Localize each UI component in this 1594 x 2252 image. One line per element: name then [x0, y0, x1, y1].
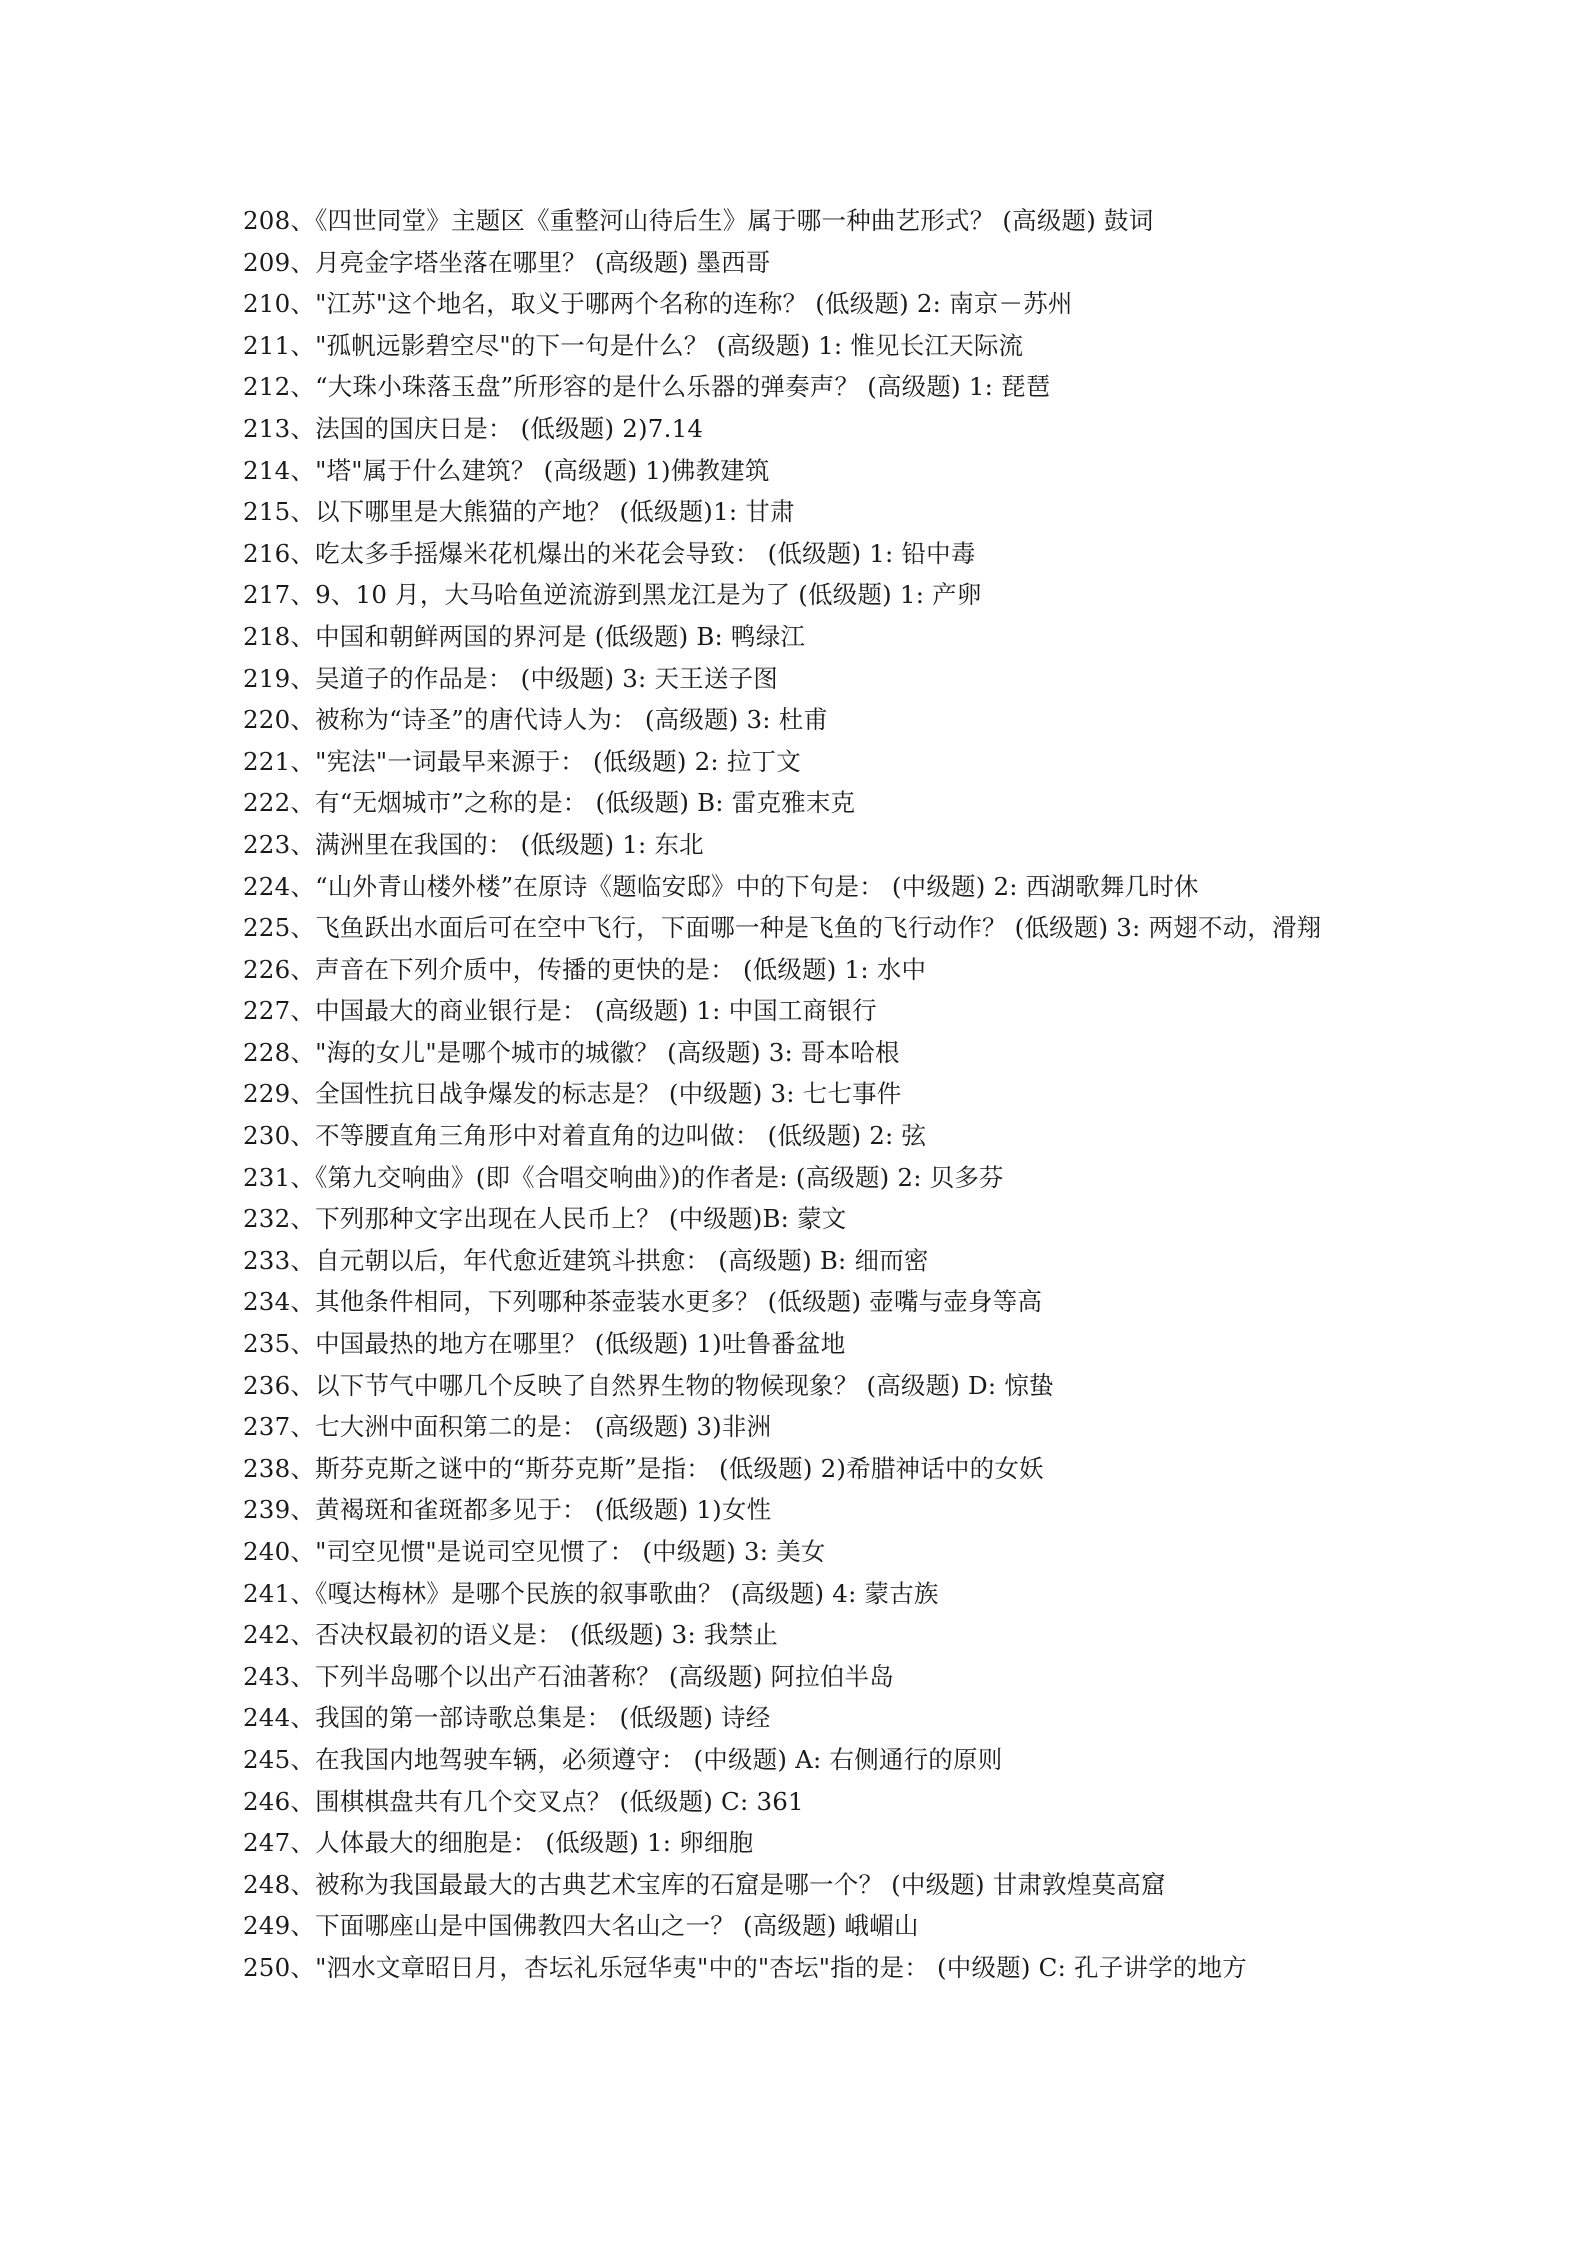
question-line: 220、被称为“诗圣”的唐代诗人为： (高级题) 3: 杜甫	[243, 705, 829, 735]
question-line: 243、下列半岛哪个以出产石油著称？ (高级题) 阿拉伯半岛	[243, 1661, 894, 1691]
question-line: 240、"司空见惯"是说司空见惯了： (中级题) 3: 美女	[243, 1537, 826, 1566]
question-line: 231、《第九交响曲》(即《合唱交响曲》)的作者是: (高级题) 2: 贝多芬	[243, 1162, 1004, 1192]
question-line: 245、在我国内地驾驶车辆，必须遵守： (中级题) A: 右侧通行的原则	[243, 1744, 1003, 1774]
question-list	[243, 200, 1358, 1989]
question-line: 233、自元朝以后，年代愈近建筑斗拱愈： (高级题) B: 细而密	[243, 1245, 929, 1275]
question-line: 235、中国最热的地方在哪里？ (低级题) 1)吐鲁番盆地	[243, 1329, 846, 1359]
question-line: 221、"宪法"一词最早来源于： (低级题) 2: 拉丁文	[243, 746, 801, 776]
question-line: 208、《四世同堂》主题区《重整河山待后生》属于哪一种曲艺形式？ (高级题) 鼓词	[243, 206, 1154, 235]
question-line: 237、七大洲中面积第二的是： (高级题) 3)非洲	[243, 1412, 772, 1442]
question-line: 228、"海的女儿"是哪个城市的城徽？ (高级题) 3: 哥本哈根	[243, 1037, 900, 1067]
question-line: 212、“大珠小珠落玉盘”所形容的是什么乐器的弹奏声？ (高级题) 1: 琵琶	[243, 372, 1051, 402]
question-line: 226、声音在下列介质中，传播的更快的是： (低级题) 1: 水中	[243, 954, 927, 984]
question-line: 214、"塔"属于什么建筑？ (高级题) 1)佛教建筑	[243, 455, 770, 485]
question-line: 222、有“无烟城市”之称的是： (低级题) B: 雷克雅末克	[243, 788, 856, 818]
question-line: 242、否决权最初的语义是： (低级题) 3: 我禁止	[243, 1620, 778, 1650]
question-line: 248、被称为我国最最大的古典艺术宝库的石窟是哪一个？ (中级题) 甘肃敦煌莫高窟	[243, 1869, 1166, 1899]
question-line: 218、中国和朝鲜两国的界河是 (低级题) B: 鸭绿江	[243, 621, 806, 651]
question-line: 238、斯芬克斯之谜中的“斯芬克斯”是指： (低级题) 2)希腊神话中的女妖	[243, 1453, 1044, 1483]
question-line: 219、吴道子的作品是： (中级题) 3: 天王送子图	[243, 663, 778, 693]
question-line: 239、黄褐斑和雀斑都多见于： (低级题) 1)女性	[243, 1495, 772, 1525]
question-line: 250、"泗水文章昭日月，杏坛礼乐冠华夷"中的"杏坛"指的是： (中级题) C: 孔子讲学的地方	[243, 1952, 1247, 1982]
question-line: 230、不等腰直角三角形中对着直角的边叫做： (低级题) 2: 弦	[243, 1121, 927, 1151]
question-line: 211、"孤帆远影碧空尽"的下一句是什么？ (高级题) 1: 惟见长江天际流	[243, 330, 1024, 360]
question-line: 236、以下节气中哪几个反映了自然界生物的物候现象？ (高级题) D: 惊蛰	[243, 1370, 1054, 1400]
question-line: 215、以下哪里是大熊猫的产地？ (低级题)1: 甘肃	[243, 497, 795, 527]
question-line: 247、人体最大的细胞是： (低级题) 1: 卵细胞	[243, 1828, 754, 1858]
question-line: 223、满洲里在我国的： (低级题) 1: 东北	[243, 829, 704, 859]
question-line: 232、下列那种文字出现在人民币上？ (中级题)B: 蒙文	[243, 1204, 847, 1234]
question-line: 216、吃太多手摇爆米花机爆出的米花会导致： (低级题) 1: 铅中毒	[243, 538, 976, 568]
question-line: 210、"江苏"这个地名，取义于哪两个名称的连称？ (低级题) 2: 南京－苏州	[243, 289, 1073, 319]
question-line: 229、全国性抗日战争爆发的标志是？ (中级题) 3: 七七事件	[243, 1079, 902, 1109]
question-line: 246、围棋棋盘共有几个交叉点？ (低级题) C: 361	[243, 1786, 804, 1816]
question-line: 217、9、10 月，大马哈鱼逆流游到黑龙江是为了 (低级题) 1: 产卵	[243, 580, 982, 610]
question-line: 224、“山外青山楼外楼”在原诗《题临安邸》中的下句是： (中级题) 2: 西湖歌舞几时休	[243, 871, 1199, 901]
question-line: 213、法国的国庆日是： (低级题) 2)7.14	[243, 413, 704, 443]
question-line: 244、我国的第一部诗歌总集是： (低级题) 诗经	[243, 1703, 771, 1733]
question-line: 234、其他条件相同，下列哪种茶壶装水更多？ (低级题) 壶嘴与壶身等高	[243, 1287, 1043, 1317]
question-line: 209、月亮金字塔坐落在哪里？ (高级题) 墨西哥	[243, 247, 771, 277]
question-line: 241、《嘎达梅林》是哪个民族的叙事歌曲？ (高级题) 4: 蒙古族	[243, 1578, 939, 1608]
question-line: 249、下面哪座山是中国佛教四大名山之一？ (高级题) 峨嵋山	[243, 1911, 919, 1941]
question-line: 225、飞鱼跃出水面后可在空中飞行，下面哪一种是飞鱼的飞行动作？ (低级题) 3: 两翅不动，滑翔	[243, 913, 1322, 943]
question-line: 227、中国最大的商业银行是： (高级题) 1: 中国工商银行	[243, 996, 877, 1026]
